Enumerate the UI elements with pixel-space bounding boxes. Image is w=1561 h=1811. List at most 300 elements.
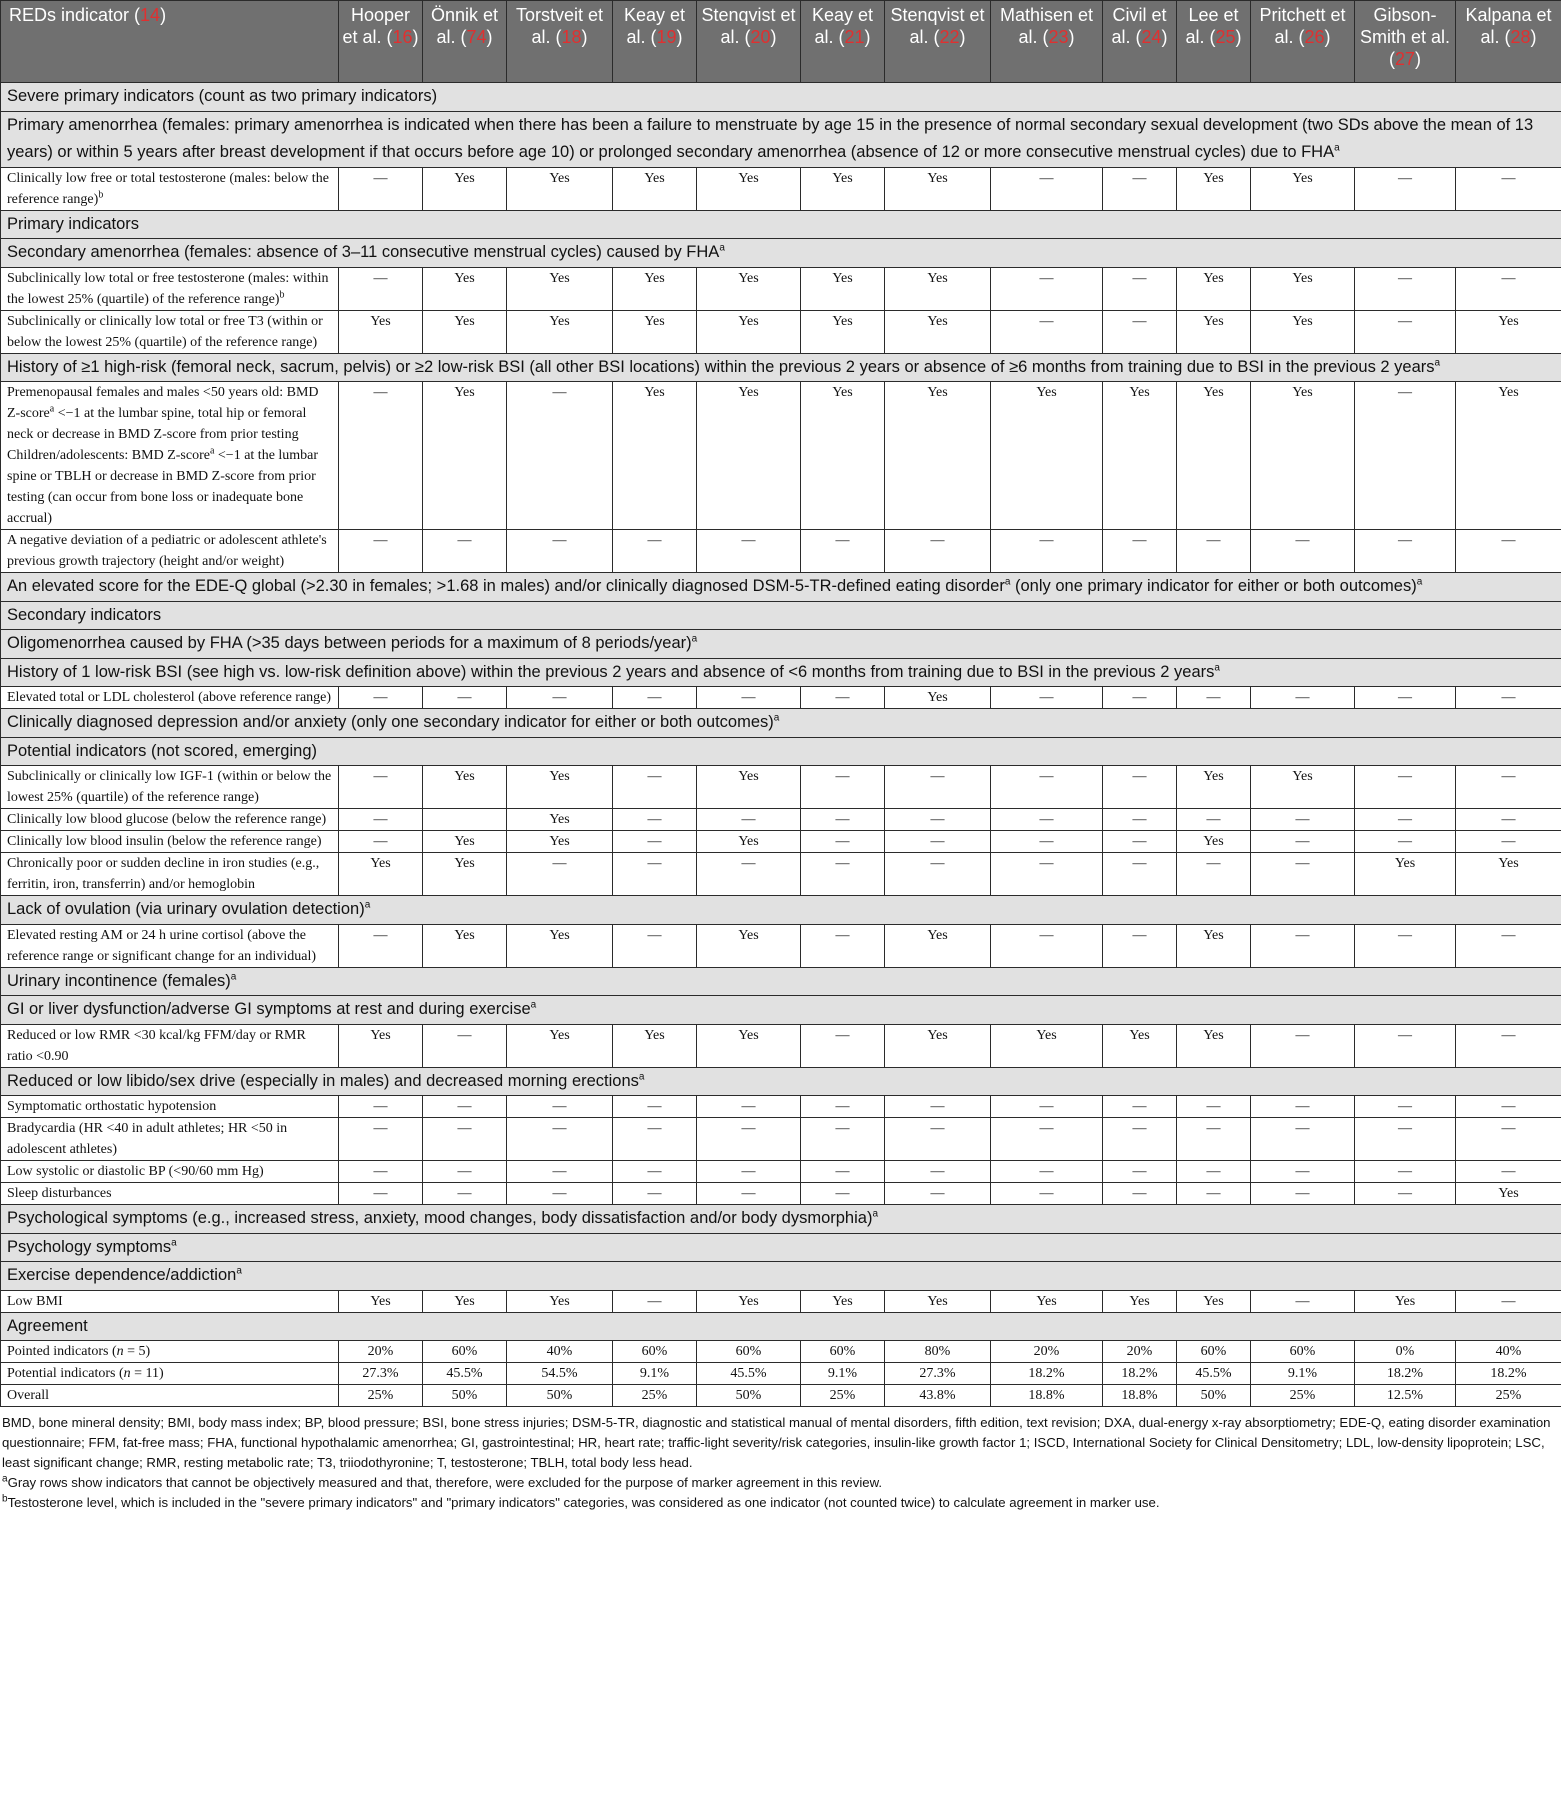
value-cell: — (339, 1096, 423, 1118)
study-column-header (613, 1, 697, 83)
value-cell: 12.5% (1355, 1385, 1456, 1407)
table-row (1, 809, 1561, 831)
value-cell: — (991, 267, 1103, 310)
value-cell: — (613, 1096, 697, 1118)
value-cell: — (1251, 1118, 1355, 1161)
section-cell (1, 996, 1561, 1025)
indicator-label (1, 167, 339, 210)
value-cell: — (339, 167, 423, 210)
section-text: Primary amenorrhea (females: primary amenorrhea is indicated when there has been a failure to menstruate by age 15 in the presence of normal secondary sexual development (two SDs above the mean of 13 years) or within 5 years after breast development if that occurs before age 10) or prolonged secondary amenorrhea (absence of 12 or more consecutive menstrual cycles) due to FHA (7, 115, 1534, 161)
value-cell: Yes (507, 267, 613, 310)
value-cell: — (1355, 809, 1456, 831)
value-cell: Yes (423, 1290, 507, 1312)
value-cell: — (507, 382, 613, 530)
value-cell: — (339, 1161, 423, 1183)
indicator-n: n (116, 1344, 124, 1359)
value-cell: Yes (1355, 853, 1456, 896)
indicator-label (1, 809, 339, 831)
study-ref-close: ) (412, 27, 419, 47)
value-cell: — (339, 687, 423, 709)
value-cell: 60% (801, 1341, 885, 1363)
table-row (1, 1118, 1561, 1161)
value-cell: 25% (613, 1385, 697, 1407)
value-cell: — (1355, 831, 1456, 853)
value-cell: — (697, 687, 801, 709)
study-ref-close: ) (1530, 27, 1537, 47)
section-text: Severe primary indicators (count as two primary indicators) (7, 87, 438, 105)
indicator-text: Sleep disturbances (7, 1186, 112, 1201)
table-row (1, 310, 1561, 353)
table-row (1, 167, 1561, 210)
value-cell: — (1355, 766, 1456, 809)
value-cell: 20% (339, 1341, 423, 1363)
value-cell: Yes (423, 167, 507, 210)
value-cell: Yes (1456, 310, 1561, 353)
value-cell: — (1456, 267, 1561, 310)
study-name: Stenqvist et al. ( (701, 5, 796, 47)
study-name: Keay et al. ( (811, 5, 874, 47)
section-row (1, 111, 1561, 167)
value-cell: Yes (1251, 267, 1355, 310)
value-cell: Yes (1456, 382, 1561, 530)
indicator-text: Clinically low free or total testosterone (males: below the reference range) (7, 170, 329, 207)
study-ref-close: ) (1161, 27, 1168, 47)
value-cell: Yes (697, 310, 801, 353)
value-cell: 60% (423, 1341, 507, 1363)
footnote-abbreviations: BMD, bone mineral density; BMI, body mass index; BP, blood pressure; BSI, bone stress injuries; DSM-5-TR, diagnostic and statistical manual of mental disorders, fifth edition, text revision; DXA, dual-energy x-ray absorptiometry; EDE-Q, eating disorder examination questionnaire; FFM, fat-free mass; FHA, functional hypothalamic amenorrhea; GI, gastrointestinal; HR, heart rate; traffic-light severity/risk categories, insulin-like growth factor 1; ISCD, International Society for Clinical Densitometry; LDL, low-density lipoprotein; LSC, least significant change; RMR, resting metabolic rate; T3, triiodothyronine; T, testosterone; TBLH, total body less head. (2, 1415, 1551, 1470)
value-cell: Yes (885, 687, 991, 709)
value-cell: Yes (1251, 382, 1355, 530)
section-text: Clinically diagnosed depression and/or anxiety (only one secondary indicator for either or both outcomes) (7, 713, 774, 731)
section-row (1, 996, 1561, 1025)
value-cell: Yes (697, 831, 801, 853)
value-cell: Yes (801, 382, 885, 530)
value-cell: — (339, 530, 423, 573)
value-cell: — (339, 809, 423, 831)
value-cell: Yes (1456, 853, 1561, 896)
value-cell: Yes (1177, 267, 1251, 310)
section-text: Primary indicators (7, 214, 140, 233)
study-ref: 26 (1304, 27, 1325, 47)
value-cell: — (991, 853, 1103, 896)
value-cell: — (613, 1183, 697, 1205)
value-cell: — (613, 1118, 697, 1161)
value-cell: — (1103, 853, 1177, 896)
value-cell: — (423, 1118, 507, 1161)
footnote-marker: a (719, 242, 725, 254)
section-row (1, 1205, 1561, 1234)
value-cell: Yes (507, 1024, 613, 1067)
indicator-text: Chronically poor or sudden decline in iron studies (e.g., ferritin, iron, transferrin) and/or hemoglobin (7, 856, 320, 892)
value-cell: — (991, 1161, 1103, 1183)
value-cell: 43.8% (885, 1385, 991, 1407)
section-cell (1, 210, 1561, 239)
value-cell: — (801, 853, 885, 896)
section-text: History of ≥1 high-risk (femoral neck, sacrum, pelvis) or ≥2 low-risk BSI (all other BSI locations) within the previous 2 years or absence of ≥6 months from training due to BSI in the previous 2 years (7, 357, 1435, 376)
value-cell: — (1103, 1118, 1177, 1161)
value-cell: — (1251, 853, 1355, 896)
footnote-marker: b (98, 188, 104, 200)
value-cell: — (339, 1183, 423, 1205)
section-row (1, 1067, 1561, 1096)
section-cell (1, 896, 1561, 925)
table-row (1, 1385, 1561, 1407)
footnote-b: $^b$Testosterone level, which is included in the "severe primary indicators" and "primary indicators" categories, was considered as one indicator (not counted twice) to calculate agreement in marker use. (2, 1493, 1160, 1510)
value-cell: Yes (423, 310, 507, 353)
value-cell: 18.8% (991, 1385, 1103, 1407)
value-cell: — (885, 530, 991, 573)
section-text: Lack of ovulation (via urinary ovulation detection) (7, 900, 365, 918)
value-cell: — (801, 530, 885, 573)
value-cell: — (1355, 1024, 1456, 1067)
value-cell: — (991, 310, 1103, 353)
value-cell: — (1355, 1096, 1456, 1118)
footnote-marker: a (1434, 357, 1441, 368)
study-column-header (885, 1, 991, 83)
value-cell: — (801, 809, 885, 831)
value-cell: 25% (339, 1385, 423, 1407)
value-cell: — (1456, 809, 1561, 831)
value-cell: — (697, 530, 801, 573)
value-cell: 54.5% (507, 1363, 613, 1385)
value-cell: — (1355, 382, 1456, 530)
value-cell: — (1355, 1183, 1456, 1205)
value-cell: Yes (423, 831, 507, 853)
value-cell: — (1103, 167, 1177, 210)
section-row (1, 896, 1561, 925)
value-cell: — (801, 924, 885, 967)
value-cell: — (423, 530, 507, 573)
footnote-marker: a (773, 712, 780, 724)
value-cell: — (1103, 267, 1177, 310)
value-cell: Yes (885, 267, 991, 310)
value-cell: — (697, 1183, 801, 1205)
value-cell: Yes (697, 382, 801, 530)
value-cell: Yes (613, 1024, 697, 1067)
section-cell (1, 1205, 1561, 1234)
value-cell: — (1355, 167, 1456, 210)
indicator-text: Elevated total or LDL cholesterol (above reference range) (7, 690, 332, 705)
value-cell: — (339, 1118, 423, 1161)
study-column-header (1355, 1, 1456, 83)
indicator-label (1, 1363, 339, 1385)
table-row (1, 687, 1561, 709)
study-column-header (991, 1, 1103, 83)
indicator-text: Subclinically low total or free testosterone (males: within the lowest 25% (quartile) of the reference range) (7, 270, 329, 307)
section-row (1, 737, 1561, 766)
value-cell: — (1103, 831, 1177, 853)
value-cell: — (1251, 530, 1355, 573)
value-cell: Yes (507, 310, 613, 353)
indicator-text: A negative deviation of a pediatric or adolescent athlete's previous growth trajectory (height and/or weight) (7, 533, 327, 569)
value-cell: — (339, 766, 423, 809)
indicator-label (1, 1290, 339, 1312)
value-cell: 25% (801, 1385, 885, 1407)
value-cell: Yes (1177, 310, 1251, 353)
value-cell: — (507, 1161, 613, 1183)
indicator-label (1, 831, 339, 853)
value-cell: — (1251, 924, 1355, 967)
table-row (1, 1024, 1561, 1067)
section-cell (1, 239, 1561, 268)
table-body (1, 83, 1561, 1407)
study-ref-close: ) (676, 27, 683, 47)
value-cell: — (1355, 530, 1456, 573)
value-cell: Yes (991, 382, 1103, 530)
study-name: Lee et al. ( (1185, 5, 1239, 47)
indicator-label (1, 853, 339, 896)
study-ref-close: ) (770, 27, 777, 47)
study-ref-close: ) (486, 27, 493, 47)
table-row (1, 1290, 1561, 1312)
study-column-header (1251, 1, 1355, 83)
value-cell: 40% (1456, 1341, 1561, 1363)
value-cell: — (697, 1118, 801, 1161)
value-cell: — (697, 853, 801, 896)
section-cell (1, 353, 1561, 382)
value-cell: 25% (1251, 1385, 1355, 1407)
value-cell: 45.5% (1177, 1363, 1251, 1385)
section-text: GI or liver dysfunction/adverse GI symptoms at rest and during exercise (7, 1000, 531, 1018)
value-cell: Yes (507, 167, 613, 210)
study-column-header (1103, 1, 1177, 83)
footnote-marker: b (279, 288, 285, 300)
value-cell: 9.1% (1251, 1363, 1355, 1385)
value-cell: — (1355, 687, 1456, 709)
value-cell: 27.3% (885, 1363, 991, 1385)
value-cell: Yes (613, 382, 697, 530)
value-cell: Yes (885, 167, 991, 210)
value-cell: — (1251, 809, 1355, 831)
value-cell: 0% (1355, 1341, 1456, 1363)
footnote-marker: a (49, 403, 55, 415)
section-cell (1, 83, 1561, 112)
section-text: Exercise dependence/addiction (7, 1266, 237, 1284)
study-ref-close: ) (1415, 49, 1422, 69)
section-cell (1, 967, 1561, 996)
corner-ref: 14 (140, 5, 161, 25)
value-cell: Yes (1251, 766, 1355, 809)
indicator-text: Low BMI (7, 1293, 63, 1309)
indicator-text-tail: <−1 at the lumbar spine, total hip or femoral neck or decrease in BMD Z-score from prior testing Children/adolescents: BMD Z-score (7, 406, 307, 463)
section-text: Agreement (7, 1316, 88, 1335)
value-cell: 40% (507, 1341, 613, 1363)
value-cell: — (1103, 530, 1177, 573)
value-cell: 80% (885, 1341, 991, 1363)
study-ref-close: ) (864, 27, 871, 47)
value-cell: — (613, 853, 697, 896)
indicator-label (1, 1118, 339, 1161)
value-cell: 45.5% (697, 1363, 801, 1385)
section-row (1, 1262, 1561, 1291)
value-cell: 9.1% (801, 1363, 885, 1385)
indicator-label (1, 766, 339, 809)
value-cell: — (801, 766, 885, 809)
value-cell: — (613, 530, 697, 573)
value-cell: Yes (885, 924, 991, 967)
section-row (1, 239, 1561, 268)
value-cell: — (991, 167, 1103, 210)
indicator-label (1, 310, 339, 353)
table-row (1, 267, 1561, 310)
value-cell: — (613, 1290, 697, 1312)
value-cell: Yes (507, 831, 613, 853)
value-cell: 20% (1103, 1341, 1177, 1363)
section-row (1, 630, 1561, 659)
section-cell (1, 658, 1561, 687)
section-cell (1, 601, 1561, 630)
value-cell: Yes (697, 924, 801, 967)
value-cell: — (339, 831, 423, 853)
indicator-n: n (123, 1366, 131, 1381)
value-cell: — (1251, 1024, 1355, 1067)
table-row (1, 924, 1561, 967)
value-cell: — (885, 1096, 991, 1118)
value-cell: 27.3% (339, 1363, 423, 1385)
section-text: Secondary amenorrhea (females: absence of 3–11 consecutive menstrual cycles) caused by FHA (7, 243, 720, 261)
study-ref: 16 (392, 27, 413, 47)
section-cell (1, 709, 1561, 738)
value-cell (423, 809, 507, 831)
value-cell: — (697, 1096, 801, 1118)
study-column-header (339, 1, 423, 83)
study-ref: 27 (1394, 49, 1416, 69)
value-cell: — (1355, 1161, 1456, 1183)
value-cell: Yes (423, 267, 507, 310)
indicator-text-tail: = 11) (130, 1366, 164, 1381)
study-column-header (1177, 1, 1251, 83)
value-cell: — (1177, 1118, 1251, 1161)
value-cell: — (1177, 809, 1251, 831)
study-ref-close: ) (1068, 27, 1075, 47)
indicator-label (1, 1341, 339, 1363)
table-row (1, 853, 1561, 896)
value-cell: Yes (1177, 924, 1251, 967)
indicator-text: Reduced or low RMR <30 kcal/kg FFM/day or RMR ratio <0.90 (7, 1027, 306, 1064)
value-cell: Yes (1103, 382, 1177, 530)
header-row (1, 1, 1561, 83)
table-row (1, 831, 1561, 853)
indicator-text: Bradycardia (HR <40 in adult athletes; HR <50 in adolescent athletes) (7, 1121, 288, 1157)
value-cell: — (1355, 310, 1456, 353)
footnote-marker: a (1214, 662, 1220, 673)
study-ref: 18 (561, 27, 582, 47)
value-cell: — (423, 1024, 507, 1067)
value-cell: Yes (1177, 831, 1251, 853)
footnote-marker: a (236, 1265, 242, 1277)
value-cell: — (339, 382, 423, 530)
indicator-label (1, 1183, 339, 1205)
value-cell: — (991, 530, 1103, 573)
value-cell: 20% (991, 1341, 1103, 1363)
value-cell: — (801, 687, 885, 709)
section-text: Reduced or low libido/sex drive (especially in males) and decreased morning erections (7, 1071, 639, 1090)
section-text: Urinary incontinence (females) (7, 971, 231, 990)
indicator-text: Clinically low blood glucose (below the reference range) (7, 812, 327, 827)
value-cell: — (885, 1118, 991, 1161)
table-row (1, 1096, 1561, 1118)
value-cell: 25% (1456, 1385, 1561, 1407)
footnote-marker: a (872, 1208, 879, 1220)
indicator-label (1, 1385, 339, 1407)
indicator-text-tail: = 5) (123, 1344, 151, 1359)
value-cell: Yes (1177, 382, 1251, 530)
value-cell: — (507, 1118, 613, 1161)
value-cell: 60% (1177, 1341, 1251, 1363)
study-ref: 28 (1510, 27, 1531, 47)
value-cell: — (1456, 1290, 1561, 1312)
corner-label: REDs indicator (9, 5, 130, 25)
value-cell: — (1456, 924, 1561, 967)
value-cell: — (801, 1096, 885, 1118)
indicator-text-tail: <−1 at the lumbar spine or TBLH or decrease in BMD Z-score from prior testing (can occur from bone loss or inadequate bone accrual) (7, 448, 319, 526)
value-cell: — (991, 687, 1103, 709)
section-text: Oligomenorrhea caused by FHA (>35 days between periods for a maximum of 8 periods/year) (7, 634, 692, 652)
study-ref-close: ) (1235, 27, 1242, 47)
value-cell: — (507, 853, 613, 896)
indicator-text: Premenopausal females and males <50 years old: BMD Z-score (7, 385, 319, 421)
study-column-header (697, 1, 801, 83)
study-name: Gibson-Smith et al. ( (1359, 5, 1451, 69)
value-cell: Yes (801, 310, 885, 353)
value-cell: — (991, 809, 1103, 831)
section-row (1, 967, 1561, 996)
study-name: Keay et al. ( (623, 5, 686, 47)
value-cell: — (613, 687, 697, 709)
value-cell: — (801, 1183, 885, 1205)
section-cell (1, 1067, 1561, 1096)
value-cell: — (339, 924, 423, 967)
value-cell: Yes (991, 1024, 1103, 1067)
study-ref: 25 (1215, 27, 1236, 47)
value-cell: Yes (507, 766, 613, 809)
value-cell: Yes (885, 1024, 991, 1067)
study-ref-close: ) (1324, 27, 1331, 47)
section-cell (1, 573, 1561, 602)
value-cell: Yes (697, 167, 801, 210)
indicator-text: Subclinically or clinically low IGF-1 (within or below the lowest 25% (quartile) of the reference range) (7, 769, 332, 805)
indicator-label (1, 267, 339, 310)
value-cell: Yes (1251, 167, 1355, 210)
value-cell: — (1103, 1161, 1177, 1183)
value-cell: Yes (801, 267, 885, 310)
value-cell: 18.2% (1456, 1363, 1561, 1385)
section-cell (1, 737, 1561, 766)
value-cell: Yes (1103, 1290, 1177, 1312)
value-cell: 9.1% (613, 1363, 697, 1385)
table-row (1, 1363, 1561, 1385)
value-cell: — (1103, 766, 1177, 809)
section-text: An elevated score for the EDE-Q global (>2.30 in females; >1.68 in males) and/or clinically diagnosed DSM-5-TR-defined eating disorder (7, 577, 1005, 595)
value-cell: Yes (1355, 1290, 1456, 1312)
value-cell: — (991, 831, 1103, 853)
value-cell: — (1456, 1161, 1561, 1183)
footnote-marker: a (171, 1237, 177, 1248)
value-cell: Yes (507, 924, 613, 967)
value-cell: — (885, 809, 991, 831)
value-cell: 18.8% (1103, 1385, 1177, 1407)
value-cell: — (507, 1096, 613, 1118)
value-cell: — (1103, 687, 1177, 709)
value-cell: Yes (1177, 766, 1251, 809)
value-cell: — (1456, 1096, 1561, 1118)
value-cell: — (1177, 530, 1251, 573)
value-cell: — (1103, 1096, 1177, 1118)
section-text: Potential indicators (not scored, emerging) (7, 741, 317, 760)
table-row (1, 382, 1561, 530)
section-row (1, 1233, 1561, 1262)
value-cell: — (1251, 831, 1355, 853)
